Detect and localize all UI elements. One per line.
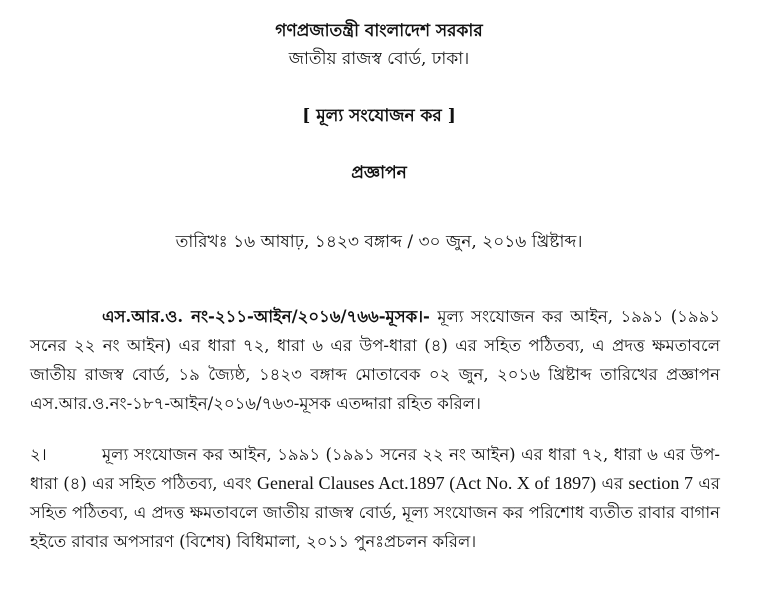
sro-number: এস.আর.ও. নং-২১১-আইন/২০১৬/৭৬৬-মূসক।- (102, 307, 430, 326)
general-clauses-act-ref: General Clauses Act.1897 (Act No. X of 1897) (257, 473, 597, 493)
paragraph-1 (30, 302, 720, 418)
section-ref: section 7 (628, 473, 694, 493)
paragraph-2-part2: এর (596, 474, 629, 493)
paragraph-2-number: ২। (30, 445, 47, 464)
paragraph-1-body: মূল্য সংযোজন কর আইন, ১৯৯১ (১৯৯১ সনের ২২ নং আইন) এর ধারা ৭২, ধারা ৬ এর উপ-ধারা (৪) এর সহিত পঠিতব্য, এ প্রদত্ত ক্ষমতাবলে জাতীয় রাজস্ব বোর্ড, ১৯ জ্যৈষ্ঠ, ১৪২৩ বঙ্গাব্দ মোতাবেক ০২ জুন, ২০১৬ খ্রিষ্টাব্দ তারিখের প্রজ্ঞাপন এস.আর.ও.নং-১৮৭-আইন/২০১৬/৭৬৩-মূসক এতদ্দারা রহিত করিল। (30, 307, 720, 413)
government-title: গণপ্রজাতন্ত্রী বাংলাদেশ সরকার (275, 21, 483, 41)
paragraph-2-part3: এর সহিত পঠিতব্য, এ প্রদত্ত ক্ষমতাবলে জাতীয় রাজস্ব বোর্ড, মূল্য সংযোজন কর পরিশোধ ব্যতীত রাবার বাগান হইতে রাবার অপসারণ (বিশেষ) বিধিমালা, ২০১১ পুনঃপ্রচলন করিল। (30, 474, 720, 551)
notice-title: প্রজ্ঞাপন (351, 163, 407, 183)
paragraph-2 (30, 440, 720, 556)
section-heading: [ মূল্য সংযোজন কর ] (302, 106, 456, 126)
notice-date: তারিখঃ ১৬ আষাঢ়, ১৪২৩ বঙ্গাব্দ / ৩০ জুন, ২০১৬ খ্রিষ্টাব্দ। (175, 232, 583, 252)
office-name: জাতীয় রাজস্ব বোর্ড, ঢাকা। (288, 49, 470, 69)
paragraph-2-part1: মূল্য সংযোজন কর আইন, ১৯৯১ (১৯৯১ সনের ২২ নং আইন) এর ধারা ৭২, ধারা ৬ এর উপ-ধারা (৪) এর সহিত পঠিতব্য, এবং (30, 445, 720, 493)
